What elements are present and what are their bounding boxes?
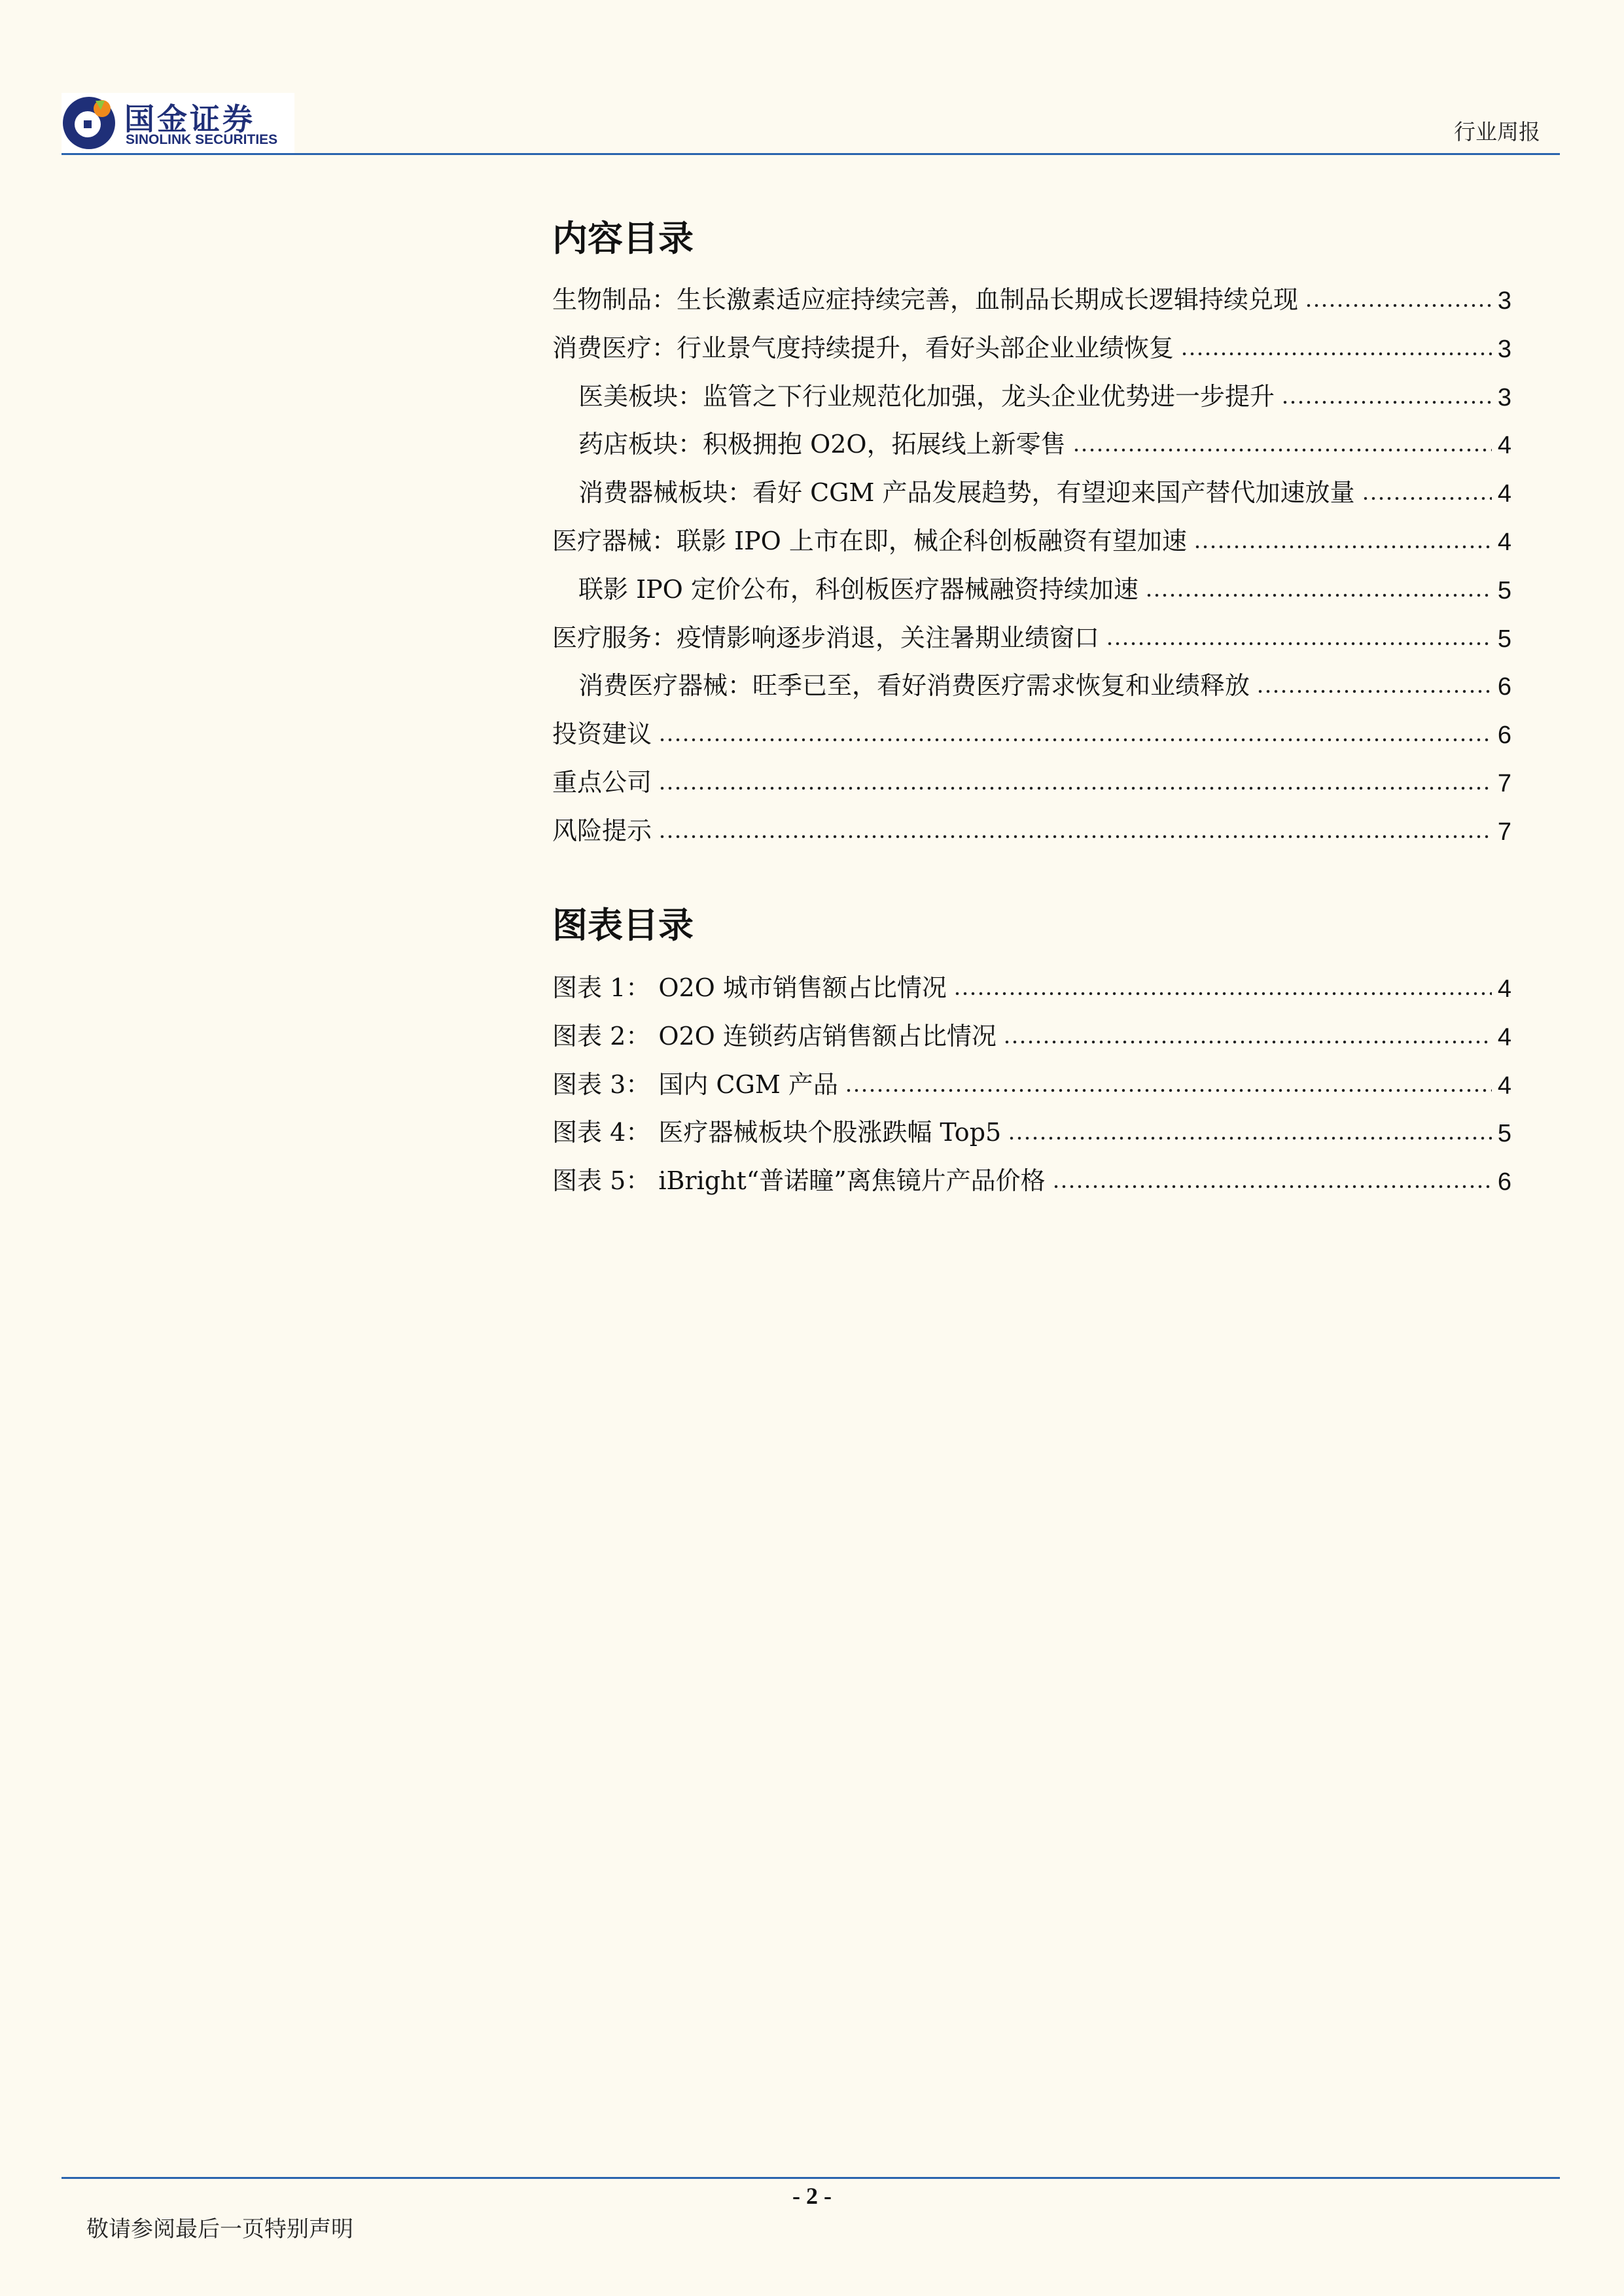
page-number: - 2 - (792, 2183, 832, 2209)
toc-entry-title: 生物制品：生长激素适应症持续完善，血制品长期成长逻辑持续兑现 (552, 285, 1299, 314)
page-header (0, 0, 1624, 157)
figure-entry-page: 5 (1497, 1120, 1511, 1148)
toc-entry-page: 3 (1497, 335, 1511, 363)
logo-english-name: SINOLINK SECURITIES (126, 132, 278, 147)
toc-entry-title: 重点公司 (552, 768, 652, 797)
toc-entry[interactable] (552, 517, 1511, 557)
figure-dot-leader (1003, 1039, 1492, 1045)
toc-dot-leader (1106, 640, 1492, 647)
toc-entry-page: 4 (1497, 480, 1511, 508)
figure-dot-leader (1052, 1183, 1492, 1190)
toc-entry-page: 4 (1497, 529, 1511, 556)
toc-entry[interactable] (552, 324, 1511, 364)
toc-dot-leader (1193, 544, 1492, 550)
toc-title: 内容目录 (552, 217, 694, 259)
toc-entry-page: 4 (1497, 432, 1511, 460)
toc-entry[interactable] (578, 421, 1511, 460)
header-divider (62, 153, 1560, 155)
toc-dot-leader (1281, 399, 1492, 406)
logo-emblem-icon (62, 96, 116, 150)
figure-entry[interactable] (552, 1061, 1511, 1100)
toc-entry-page: 7 (1497, 818, 1511, 846)
figure-dot-leader (1008, 1135, 1492, 1141)
figure-entry[interactable] (552, 964, 1511, 1003)
toc-entry[interactable] (552, 614, 1511, 653)
disclaimer-note: 敬请参阅最后一页特别声明 (86, 2216, 353, 2242)
toc-entry-title: 风险提示 (552, 816, 652, 845)
toc-entry-page: 6 (1497, 673, 1511, 701)
toc-entry[interactable] (552, 759, 1511, 798)
figure-entry[interactable] (552, 1157, 1511, 1196)
toc-entry-title: 联影 IPO 定价公布，科创板医疗器械融资持续加速 (578, 574, 1139, 604)
toc-entry-page: 5 (1497, 576, 1511, 604)
figure-entry-page: 6 (1497, 1168, 1511, 1196)
toc-entry-title: 消费医疗：行业景气度持续提升，看好头部企业业绩恢复 (552, 333, 1174, 362)
figure-entry-title: 图表 3： 国内 CGM 产品 (552, 1070, 838, 1099)
footer-divider (62, 2177, 1560, 2179)
toc-entry-title: 药店板块：积极拥抱 O2O，拓展线上新零售 (578, 430, 1066, 459)
toc-entry[interactable] (578, 566, 1511, 605)
toc-entry[interactable] (552, 807, 1511, 846)
logo-chinese-name: 国金证券 (124, 101, 255, 137)
toc-entry[interactable] (578, 373, 1511, 412)
toc-entry-title: 消费医疗器械：旺季已至，看好消费医疗需求恢复和业绩释放 (578, 671, 1250, 701)
toc-entry[interactable] (578, 662, 1511, 701)
toc-entry[interactable] (552, 276, 1511, 315)
figure-dot-leader (845, 1087, 1492, 1094)
toc-entry-page: 3 (1497, 287, 1511, 315)
figure-dot-leader (953, 990, 1492, 997)
figure-entry-title: 图表 5： iBright“普诺瞳”离焦镜片产品价格 (552, 1166, 1046, 1196)
toc-dot-leader (1256, 688, 1492, 695)
toc-dot-leader (658, 737, 1492, 743)
figure-entry[interactable] (552, 1109, 1511, 1148)
figure-entry-title: 图表 1： O2O 城市销售额占比情况 (552, 973, 947, 1002)
report-type-label: 行业周报 (1454, 119, 1540, 145)
toc-entry-page: 6 (1497, 722, 1511, 750)
toc-entry[interactable] (578, 469, 1511, 508)
toc-entry-title: 消费器械板块：看好 CGM 产品发展趋势，有望迎来国产替代加速放量 (578, 478, 1355, 508)
toc-dot-leader (1072, 447, 1492, 453)
toc-dot-leader (658, 833, 1492, 840)
figure-entry-title: 图表 4： 医疗器械板块个股涨跌幅 Top5 (552, 1118, 1002, 1147)
figure-entry-title: 图表 2： O2O 连锁药店销售额占比情况 (552, 1021, 997, 1051)
toc-entry-page: 5 (1497, 625, 1511, 653)
toc-dot-leader (1362, 495, 1492, 502)
toc-dot-leader (1180, 351, 1492, 357)
toc-dot-leader (1145, 592, 1492, 599)
toc-entry[interactable] (552, 710, 1511, 750)
company-logo (62, 93, 294, 153)
figure-entry[interactable] (552, 1013, 1511, 1052)
toc-entry-page: 7 (1497, 770, 1511, 797)
toc-entry-page: 3 (1497, 383, 1511, 411)
figure-entry-page: 4 (1497, 975, 1511, 1003)
toc-entry-title: 医美板块：监管之下行业规范化加强，龙头企业优势进一步提升 (578, 381, 1275, 411)
toc-entry-title: 医疗服务：疫情影响逐步消退，关注暑期业绩窗口 (552, 623, 1100, 652)
toc-dot-leader (658, 785, 1492, 791)
figure-entry-page: 4 (1497, 1071, 1511, 1100)
toc-entry-title: 投资建议 (552, 720, 652, 749)
figures-toc-title: 图表目录 (552, 904, 694, 946)
figure-entry-page: 4 (1497, 1023, 1511, 1051)
toc-entry-title: 医疗器械：联影 IPO 上市在即，械企科创板融资有望加速 (552, 527, 1187, 555)
toc-dot-leader (1305, 302, 1492, 309)
